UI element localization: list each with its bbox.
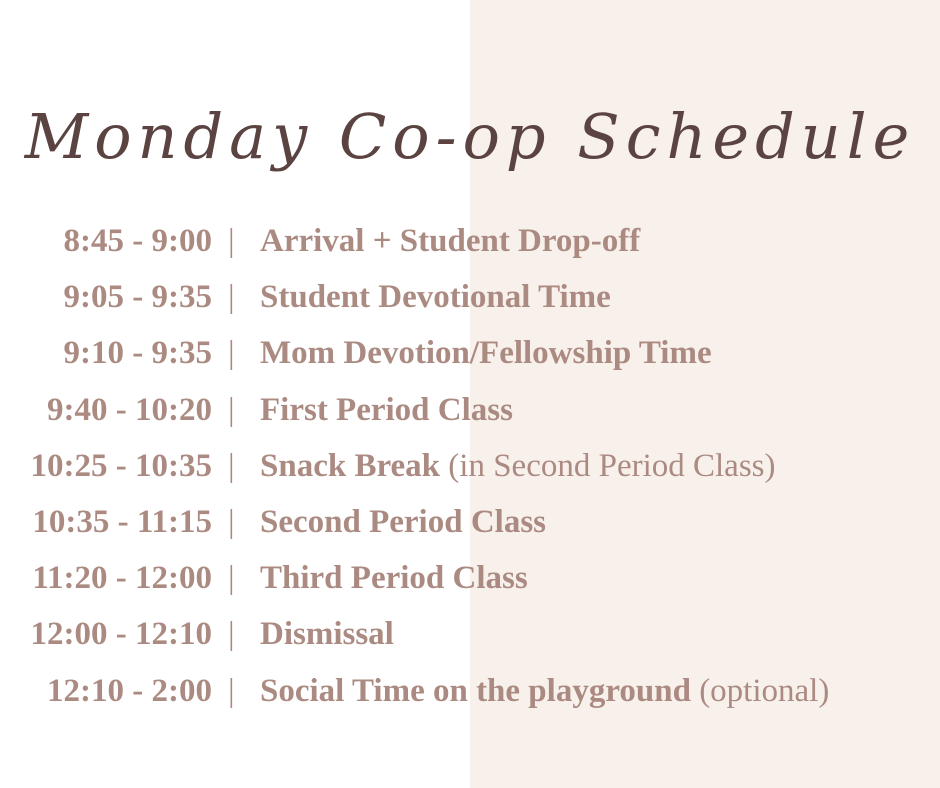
activity-name: Dismissal xyxy=(260,616,394,653)
activity-name: Second Period Class xyxy=(260,503,547,540)
activity xyxy=(260,550,528,606)
schedule-row xyxy=(0,663,940,719)
schedule-row xyxy=(0,550,940,606)
schedule-row xyxy=(0,325,940,381)
time-range: 8:45 - 9:00 xyxy=(63,223,212,259)
separator: | xyxy=(228,616,235,653)
schedule-row xyxy=(0,438,940,494)
time-range: 11:20 - 12:00 xyxy=(32,560,212,597)
schedule-row xyxy=(0,269,940,325)
schedule-row xyxy=(0,494,940,550)
separator: | xyxy=(228,672,235,709)
time-range: 9:05 - 9:35 xyxy=(63,279,212,316)
activity-name: Third Period Class xyxy=(260,560,528,597)
time-range: 12:00 - 12:10 xyxy=(30,616,212,653)
schedule-list xyxy=(0,213,940,719)
activity xyxy=(260,663,829,719)
activity-name: Student Devotional Time xyxy=(260,279,611,316)
separator: | xyxy=(228,560,235,597)
schedule-row xyxy=(0,213,940,269)
activity-name: Social Time on the playground xyxy=(260,672,691,709)
separator: | xyxy=(228,503,235,540)
activity-note: (optional) xyxy=(699,672,830,709)
time-range: 10:35 - 11:15 xyxy=(32,503,212,540)
page-title: Monday Co-op Schedule xyxy=(24,99,916,173)
activity-name: Arrival + Student Drop-off xyxy=(260,223,641,259)
activity xyxy=(260,213,640,269)
separator: | xyxy=(228,223,235,259)
separator: | xyxy=(228,279,235,316)
activity-name: Mom Devotion/Fellowship Time xyxy=(260,335,712,372)
time-range: 9:10 - 9:35 xyxy=(63,335,212,372)
time-range: 12:10 - 2:00 xyxy=(47,672,212,709)
activity xyxy=(260,494,546,550)
activity xyxy=(260,269,611,325)
separator: | xyxy=(228,447,235,484)
separator: | xyxy=(228,391,235,428)
schedule-row xyxy=(0,606,940,662)
activity-name: Snack Break xyxy=(260,447,441,484)
activity xyxy=(260,382,513,438)
separator: | xyxy=(228,335,235,372)
activity xyxy=(260,438,776,494)
schedule-row xyxy=(0,382,940,438)
activity xyxy=(260,325,712,381)
activity xyxy=(260,606,394,662)
activity-name: First Period Class xyxy=(260,391,513,428)
time-range: 9:40 - 10:20 xyxy=(47,391,212,428)
activity-note: (in Second Period Class) xyxy=(448,447,776,484)
time-range: 10:25 - 10:35 xyxy=(30,447,212,484)
